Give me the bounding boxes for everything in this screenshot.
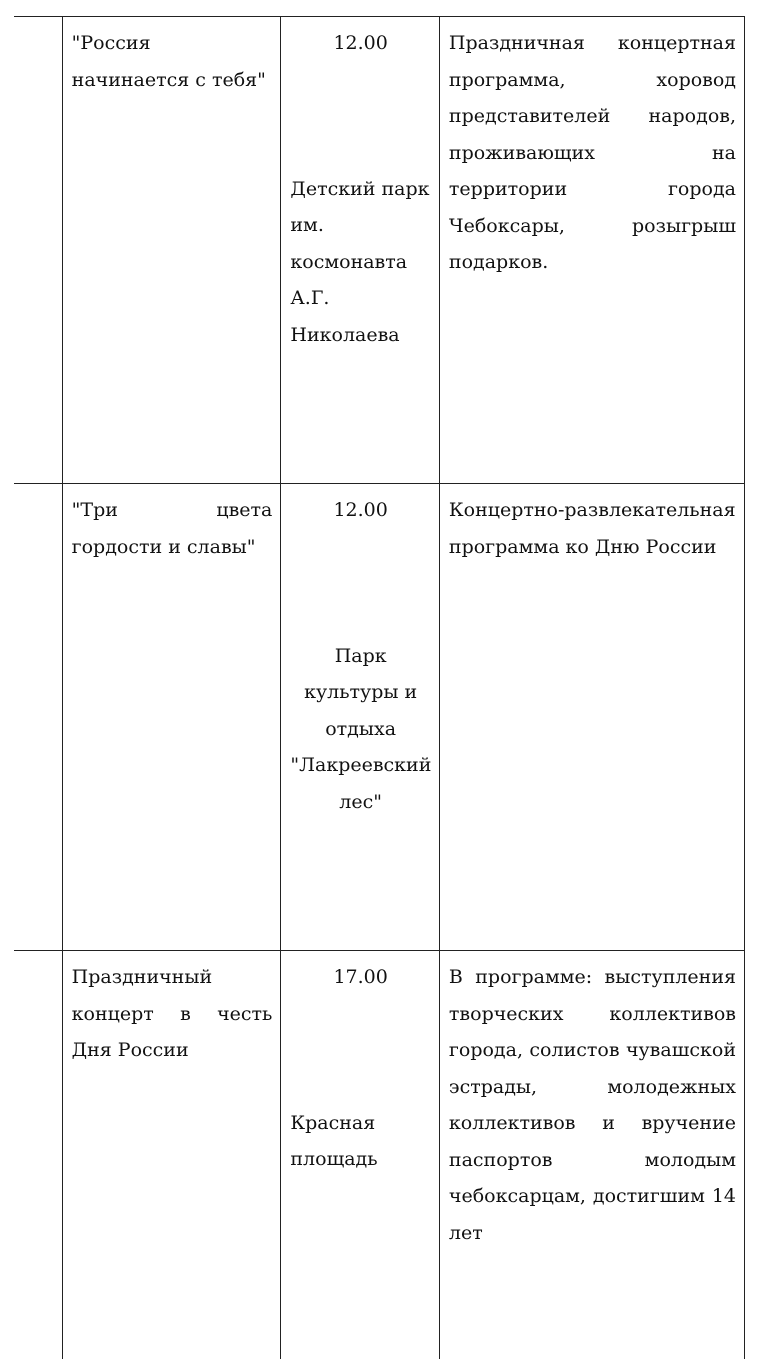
event-title-cell bbox=[62, 17, 281, 484]
event-description: В программе: выступления творческих коллективов города, солистов чувашской эстрады, молодежных коллективов и вручение паспортов молодым чебоксарцам, достигшим 14 лет bbox=[449, 959, 736, 1251]
event-description: Праздничная концертная программа, хоровод представителей народов, проживающих на территории города Чебоксары, розыгрыш подарков. bbox=[449, 25, 736, 281]
description-cell bbox=[439, 17, 744, 484]
event-title-cell bbox=[62, 951, 281, 1359]
event-place: Парк культуры и отдыха "Лакреевский лес" bbox=[290, 638, 431, 821]
event-title: "Три цвета гордости и славы" bbox=[72, 492, 273, 565]
event-time: 17.00 bbox=[290, 959, 431, 996]
description-cell bbox=[439, 951, 744, 1359]
event-title: Праздничный концерт в честь Дня России bbox=[72, 959, 273, 1069]
events-table bbox=[14, 16, 745, 1359]
event-description: Концертно-развлекательная программа ко Дню России bbox=[449, 492, 736, 565]
table-row bbox=[14, 484, 745, 951]
description-cell bbox=[439, 484, 744, 951]
number-cell bbox=[14, 17, 62, 484]
number-cell bbox=[14, 951, 62, 1359]
time-place-cell bbox=[281, 951, 440, 1359]
event-place: Красная площадь bbox=[290, 1105, 431, 1178]
time-place-cell bbox=[281, 17, 440, 484]
event-time: 12.00 bbox=[290, 492, 431, 529]
event-time: 12.00 bbox=[290, 25, 431, 62]
time-place-cell bbox=[281, 484, 440, 951]
table-row bbox=[14, 17, 745, 484]
number-cell bbox=[14, 484, 62, 951]
event-place: Детский парк им. космонавта А.Г. Николаева bbox=[290, 171, 431, 354]
event-title-cell bbox=[62, 484, 281, 951]
event-title: "Россия начинается с тебя" bbox=[72, 25, 273, 98]
table-row bbox=[14, 951, 745, 1359]
